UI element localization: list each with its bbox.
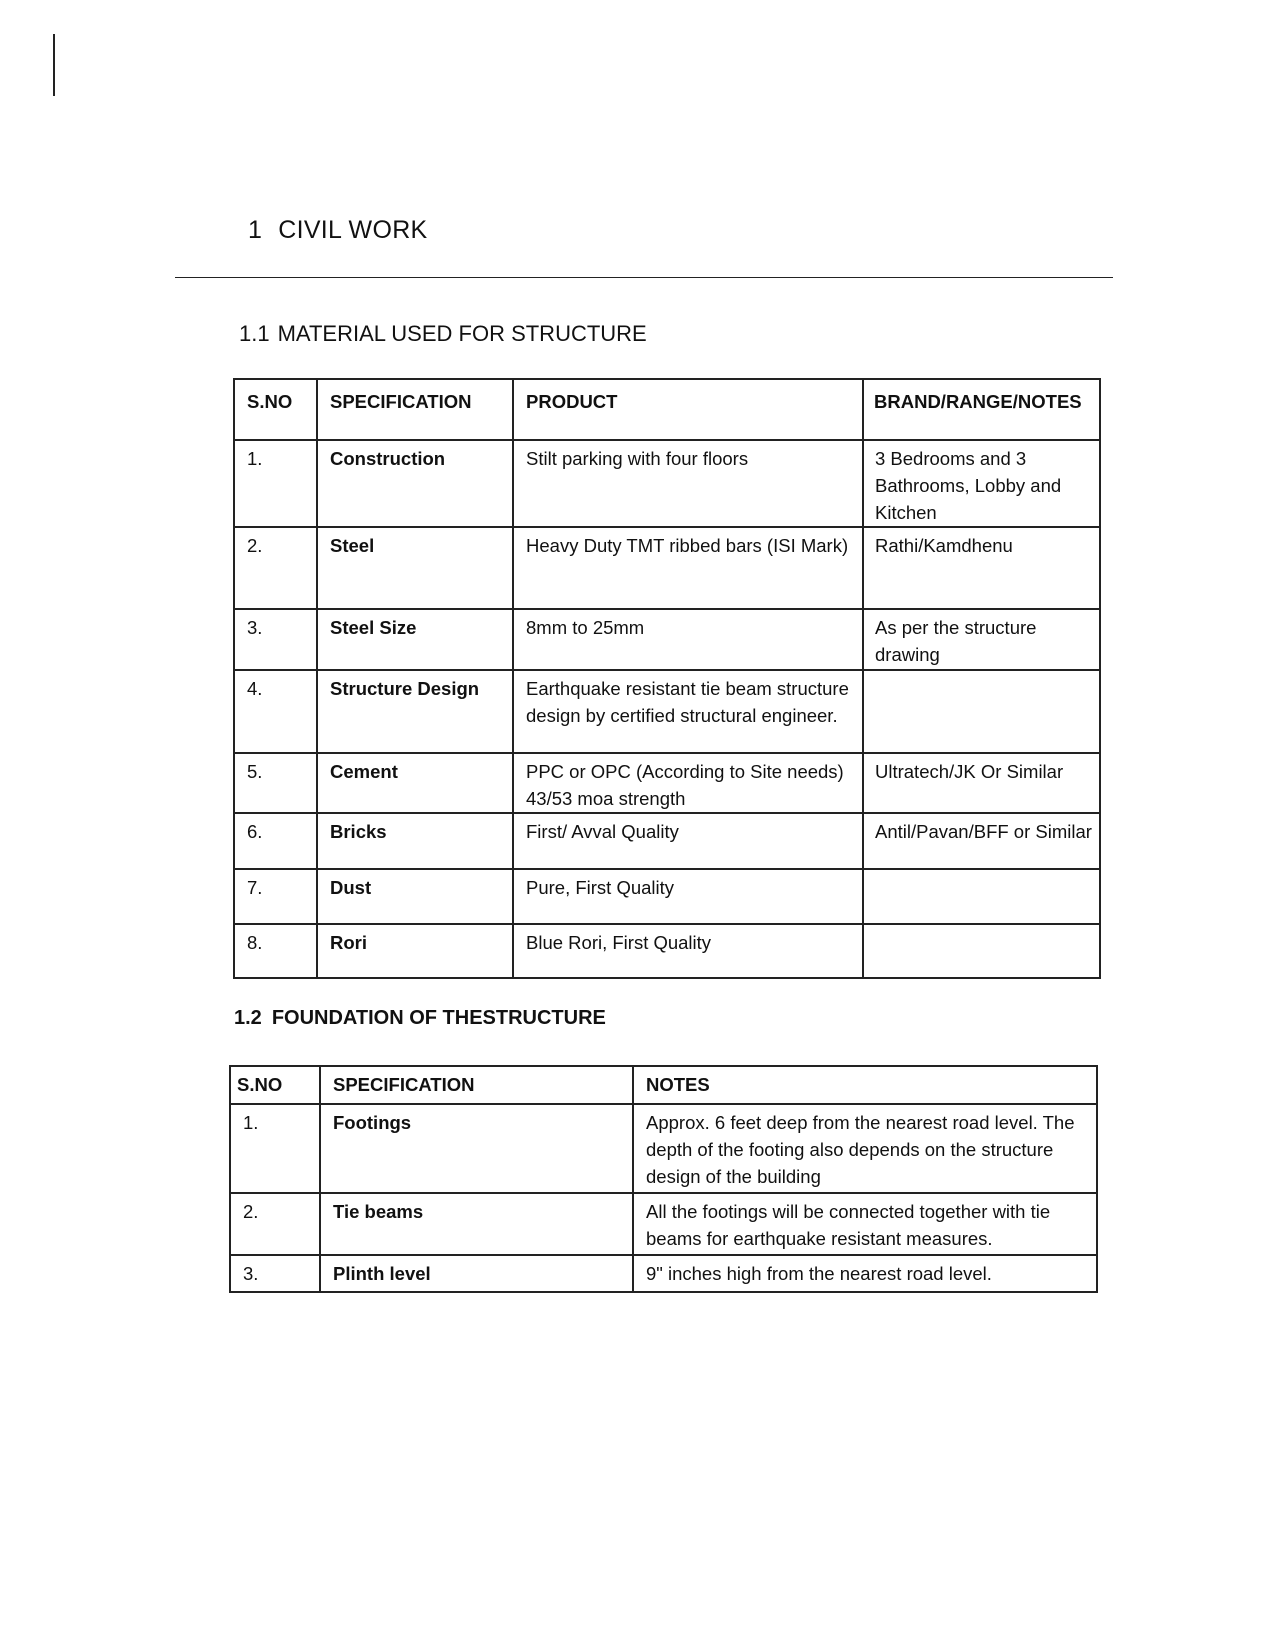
- table-header-row: [230, 1066, 1097, 1104]
- cell-sno: 2.: [234, 527, 317, 609]
- table-row: [234, 753, 1100, 813]
- cell-specification: Dust: [317, 869, 513, 924]
- section-heading: [248, 216, 428, 245]
- header-notes: NOTES: [633, 1066, 1097, 1104]
- cell-sno: 1.: [234, 440, 317, 527]
- table-row: [230, 1193, 1097, 1255]
- cell-notes: [863, 924, 1100, 978]
- cell-specification: Plinth level: [320, 1255, 633, 1292]
- table-row: [230, 1104, 1097, 1193]
- foundation-number: 1.2: [234, 1007, 262, 1029]
- cell-specification: Structure Design: [317, 670, 513, 753]
- cell-sno: 4.: [234, 670, 317, 753]
- header-brand-notes: BRAND/RANGE/NOTES: [863, 379, 1100, 440]
- materials-title: MATERIAL USED FOR STRUCTURE: [277, 321, 647, 346]
- margin-marker: [53, 34, 55, 96]
- cell-notes: 3 Bedrooms and 3 Bathrooms, Lobby and Kitchen: [863, 440, 1100, 527]
- cell-notes: All the footings will be connected together with tie beams for earthquake resistant measures.: [633, 1193, 1097, 1255]
- heading-divider: [175, 277, 1113, 278]
- table-header-row: [234, 379, 1100, 440]
- table-row: [230, 1255, 1097, 1292]
- table-row: [234, 924, 1100, 978]
- cell-specification: Steel Size: [317, 609, 513, 670]
- header-specification: SPECIFICATION: [320, 1066, 633, 1104]
- header-sno: S.NO: [234, 379, 317, 440]
- table-row: [234, 440, 1100, 527]
- cell-sno: 5.: [234, 753, 317, 813]
- cell-notes: As per the structure drawing: [863, 609, 1100, 670]
- table-row: [234, 813, 1100, 869]
- cell-product: Pure, First Quality: [513, 869, 863, 924]
- cell-notes: Antil/Pavan/BFF or Similar: [863, 813, 1100, 869]
- cell-specification: Rori: [317, 924, 513, 978]
- cell-specification: Construction: [317, 440, 513, 527]
- foundation-title: FOUNDATION OF THESTRUCTURE: [271, 1007, 606, 1029]
- table-row: [234, 670, 1100, 753]
- section-title: CIVIL WORK: [278, 216, 428, 244]
- materials-number: 1.1: [239, 321, 270, 346]
- cell-sno: 8.: [234, 924, 317, 978]
- cell-sno: 6.: [234, 813, 317, 869]
- section-number: 1: [248, 216, 263, 244]
- cell-sno: 7.: [234, 869, 317, 924]
- cell-product: PPC or OPC (According to Site needs) 43/53 moa strength: [513, 753, 863, 813]
- cell-specification: Cement: [317, 753, 513, 813]
- cell-product: Heavy Duty TMT ribbed bars (ISI Mark): [513, 527, 863, 609]
- cell-product: First/ Avval Quality: [513, 813, 863, 869]
- cell-specification: Footings: [320, 1104, 633, 1193]
- table-row: [234, 869, 1100, 924]
- cell-notes: Rathi/Kamdhenu: [863, 527, 1100, 609]
- table-row: [234, 527, 1100, 609]
- cell-sno: 3.: [234, 609, 317, 670]
- cell-sno: 2.: [230, 1193, 320, 1255]
- cell-specification: Bricks: [317, 813, 513, 869]
- cell-sno: 1.: [230, 1104, 320, 1193]
- materials-heading: [239, 321, 647, 347]
- cell-notes: [863, 869, 1100, 924]
- foundation-heading: [234, 1007, 606, 1030]
- cell-specification: Steel: [317, 527, 513, 609]
- materials-table: [233, 378, 1101, 979]
- header-sno: S.NO: [230, 1066, 320, 1104]
- cell-notes: 9" inches high from the nearest road level.: [633, 1255, 1097, 1292]
- cell-specification: Tie beams: [320, 1193, 633, 1255]
- header-specification: SPECIFICATION: [317, 379, 513, 440]
- cell-product: Stilt parking with four floors: [513, 440, 863, 527]
- cell-product: 8mm to 25mm: [513, 609, 863, 670]
- cell-notes: [863, 670, 1100, 753]
- cell-product: Earthquake resistant tie beam structure design by certified structural engineer.: [513, 670, 863, 753]
- cell-notes: Approx. 6 feet deep from the nearest road level. The depth of the footing also depends on the structure design of the building: [633, 1104, 1097, 1193]
- foundation-table: [229, 1065, 1098, 1293]
- header-product: PRODUCT: [513, 379, 863, 440]
- cell-sno: 3.: [230, 1255, 320, 1292]
- table-row: [234, 609, 1100, 670]
- cell-notes: Ultratech/JK Or Similar: [863, 753, 1100, 813]
- cell-product: Blue Rori, First Quality: [513, 924, 863, 978]
